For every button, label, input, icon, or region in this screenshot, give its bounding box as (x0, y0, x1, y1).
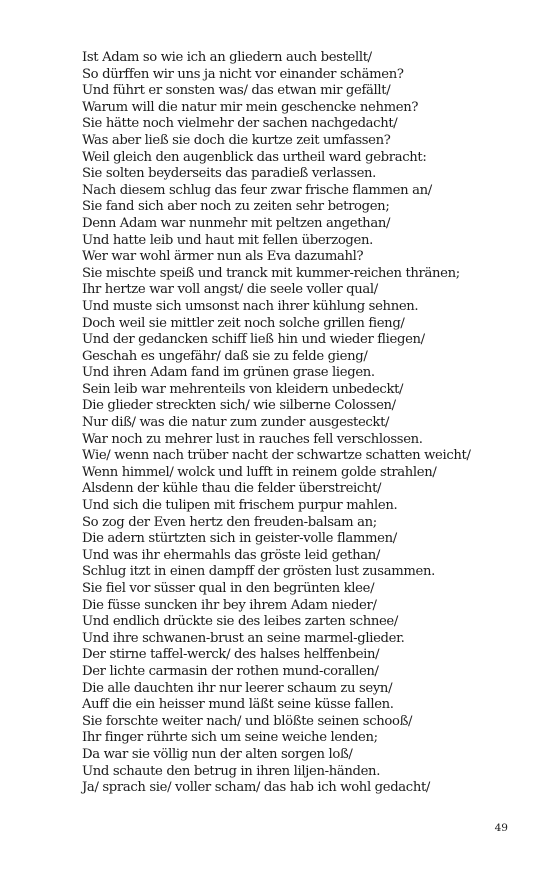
poem-line: Die füsse suncken ihr bey ihrem Adam nieder/ (82, 597, 377, 613)
poem-line: Nur diß/ was die natur zum zunder ausgesteckt/ (82, 415, 390, 431)
poem-line: Ist Adam so wie ich an gliedern auch bestellt/ (82, 50, 372, 65)
poem-line: Wenn himmel/ wolck und lufft in reinem golde strahlen/ (82, 464, 437, 480)
poem-line: Und was ihr ehermahls das gröste leid gethan/ (82, 547, 380, 563)
poem-line: Auff die ein heisser mund läßt seine küsse fallen. (82, 697, 394, 713)
poem-line: Wie/ wenn nach trüber nacht der schwartze schatten weicht/ (82, 448, 471, 464)
poem-line: Wer war wohl ärmer nun als Eva dazumahl? (82, 249, 364, 265)
poem-line: Ihr hertze war voll angst/ die seele voller qual/ (82, 282, 378, 298)
poem-line: Warum will die natur mir mein geschencke nehmen? (82, 99, 419, 115)
poem-line: Sie hätte noch vielmehr der sachen nachgedacht/ (82, 116, 398, 132)
poem-line: Sie fand sich aber noch zu zeiten sehr betrogen; (82, 199, 390, 215)
poem-line: Die alle dauchten ihr nur leerer schaum zu seyn/ (82, 680, 393, 696)
poem-line: Der lichte carmasin der rothen mund-corallen/ (82, 663, 379, 679)
poem-line: Was aber ließ sie doch die kurtze zeit umfassen? (82, 132, 391, 148)
poem-line: Und führt er sonsten was/ das etwan mir gefällt/ (82, 83, 391, 99)
poem-line: Ihr finger rührte sich um seine weiche lenden; (82, 730, 378, 746)
poem-line: Die glieder streckten sich/ wie silberne Colossen/ (82, 398, 396, 414)
poem-line: Und schaute den betrug in ihren liljen-händen. (82, 763, 381, 779)
poem-line: Sie forschte weiter nach/ und blößte seinen schooß/ (82, 713, 413, 729)
poem-text (82, 50, 522, 797)
poem-line: Denn Adam war nunmehr mit peltzen angethan/ (82, 215, 391, 231)
poem-line: Die adern stürtzten sich in geister-volle flammen/ (82, 531, 397, 547)
poem-line: Und muste sich umsonst nach ihrer kühlung sehnen. (82, 298, 419, 314)
poem-line: Und endlich drückte sie des leibes zarten schnee/ (82, 614, 398, 630)
poem-line: Schlug itzt in einen dampff der grösten lust zusammen. (82, 564, 435, 580)
poem-line: Sie solten beyderseits das paradieß verlassen. (82, 166, 377, 182)
poem-line: Nach diesem schlug das feur zwar frische flammen an/ (82, 182, 432, 198)
poem-line: Alsdenn der kühle thau die felder überstreicht/ (82, 481, 382, 497)
poem-line: Sie mischte speiß und tranck mit kummer-reichen thränen; (82, 265, 460, 281)
poem-line: Sein leib war mehrenteils von kleidern unbedeckt/ (82, 381, 404, 397)
poem-line: Doch weil sie mittler zeit noch solche grillen fieng/ (82, 315, 405, 331)
poem-line: Sie fiel vor süsser qual in den begrünten klee/ (82, 581, 375, 596)
poem-line: Und sich die tulipen mit frischem purpur mahlen. (82, 498, 398, 514)
poem-line: Der stirne taffel-werck/ des halses helffenbein/ (82, 647, 380, 663)
poem-line: Da war sie völlig nun der alten sorgen loß/ (82, 746, 353, 762)
poem-line: So zog der Even hertz den freuden-balsam an; (82, 514, 377, 530)
page-number: 49 (494, 822, 508, 834)
poem-line: War noch zu mehrer lust in rauches fell verschlossen. (82, 431, 423, 447)
poem-line: Und ihre schwanen-brust an seine marmel-glieder. (82, 630, 405, 646)
poem-line: Ja/ sprach sie/ voller scham/ das hab ich wohl gedacht/ (82, 780, 431, 796)
poem-line: Und hatte leib und haut mit fellen überzogen. (82, 232, 373, 248)
poem-line: Geschah es ungefähr/ daß sie zu felde gieng/ (82, 348, 368, 364)
poem-line: Weil gleich den augenblick das urtheil ward gebracht: (82, 149, 427, 165)
poem-line: Und der gedancken schiff ließ hin und wieder fliegen/ (82, 332, 425, 348)
poem-line: Und ihren Adam fand im grünen grase liegen. (82, 365, 375, 381)
poem-line: So dürffen wir uns ja nicht vor einander schämen? (82, 66, 404, 82)
